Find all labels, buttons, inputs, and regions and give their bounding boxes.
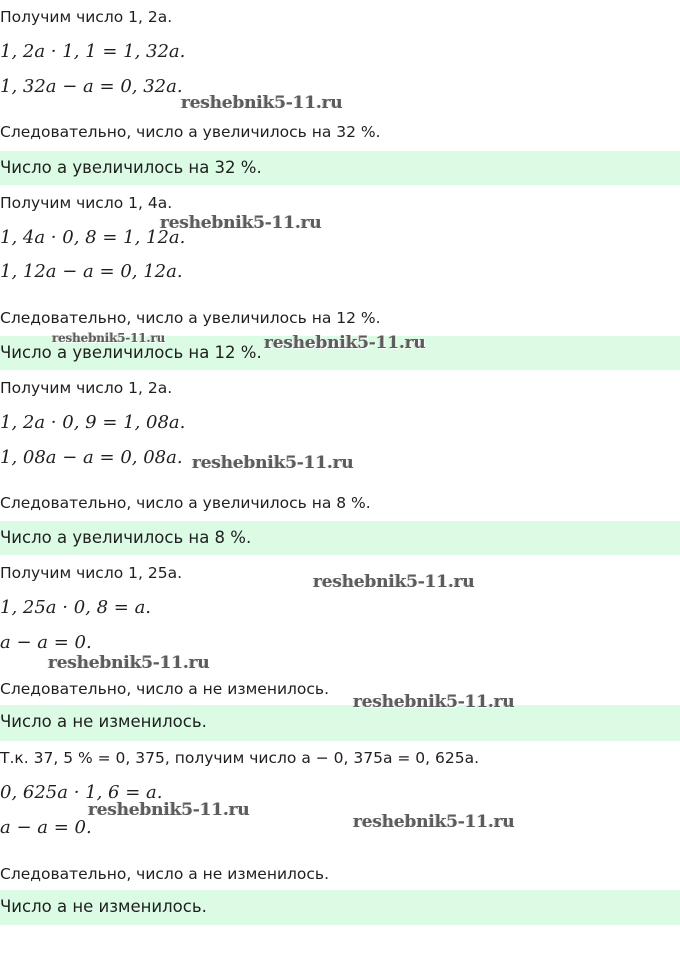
block-1-equation-1: 1, 2a · 1, 1 = 1, 32a. [0,41,186,62]
block-2-answer: Число a увеличилось на 12 %. [0,336,680,370]
watermark: reshebnik5-11.ru [313,572,475,592]
block-4-equation-2: a − a = 0. [0,632,92,653]
block-5-intro: Т.к. 37, 5 % = 0, 375, получим число a − 0, 375a = 0, 625a. [0,749,480,767]
watermark: reshebnik5-11.ru [160,213,322,233]
watermark: reshebnik5-11.ru [264,333,426,353]
block-3-conclusion: Следовательно, число a увеличилось на 8 %. [0,494,371,512]
watermark: reshebnik5-11.ru [52,331,166,345]
watermark: reshebnik5-11.ru [192,453,354,473]
block-1-conclusion: Следовательно, число a увеличилось на 32 %. [0,123,381,141]
watermark: reshebnik5-11.ru [48,653,210,673]
block-3-equation-2: 1, 08a − a = 0, 08a. [0,447,183,468]
block-5-equation-1: 0, 625a · 1, 6 = a. [0,782,163,803]
block-4-answer: Число a не изменилось. [0,705,680,741]
block-2-equation-2: 1, 12a − a = 0, 12a. [0,261,183,282]
block-2-conclusion: Следовательно, число a увеличилось на 12 %. [0,309,381,327]
block-5-equation-2: a − a = 0. [0,817,92,838]
watermark: reshebnik5-11.ru [181,93,343,113]
block-3-intro: Получим число 1, 2a. [0,379,173,397]
block-1-intro: Получим число 1, 2a. [0,8,173,26]
watermark: reshebnik5-11.ru [353,812,515,832]
block-3-answer: Число a увеличилось на 8 %. [0,521,680,555]
block-5-conclusion: Следовательно, число a не изменилось. [0,865,329,883]
block-5-answer: Число a не изменилось. [0,890,680,925]
watermark: reshebnik5-11.ru [88,800,250,820]
block-2-equation-1: 1, 4a · 0, 8 = 1, 12a. [0,227,186,248]
block-4-intro: Получим число 1, 25a. [0,564,183,582]
block-4-conclusion: Следовательно, число a не изменилось. [0,680,329,698]
block-1-answer: Число a увеличилось на 32 %. [0,151,680,185]
watermark: reshebnik5-11.ru [353,692,515,712]
block-1-equation-2: 1, 32a − a = 0, 32a. [0,76,183,97]
block-2-intro: Получим число 1, 4a. [0,194,173,212]
block-4-equation-1: 1, 25a · 0, 8 = a. [0,597,152,618]
block-3-equation-1: 1, 2a · 0, 9 = 1, 08a. [0,412,186,433]
